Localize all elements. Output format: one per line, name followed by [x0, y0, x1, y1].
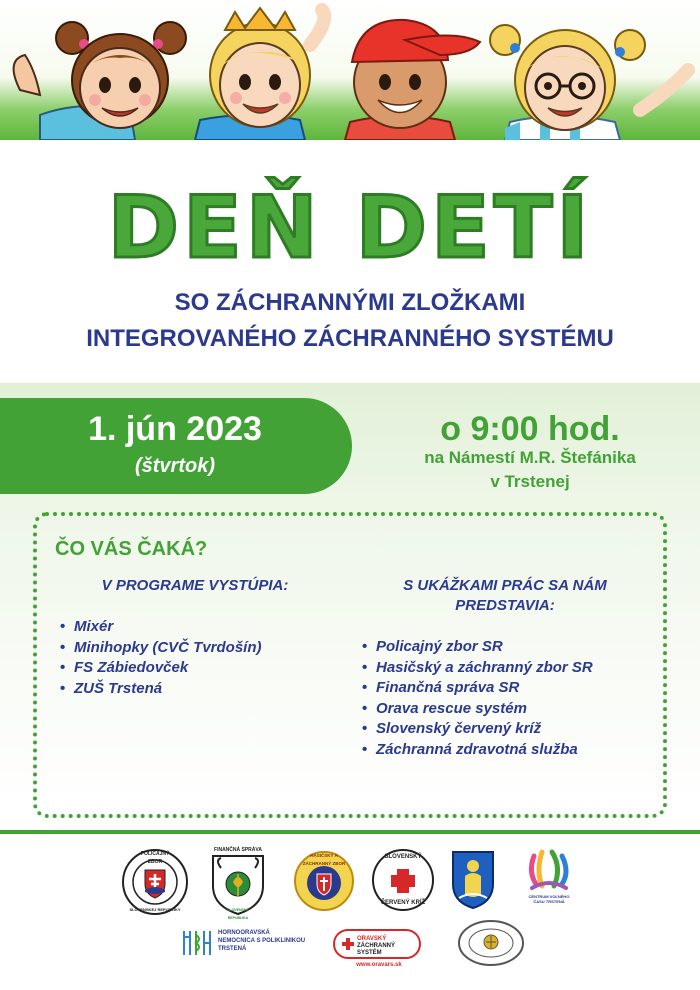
demonstrations-heading: [360, 576, 650, 616]
fire-rescue-logo: [293, 848, 355, 914]
fire-rescue-logo-text: HASIČSKÝ A ZÁCHRANNÝ ZBOR: [302, 853, 346, 866]
kid-boy-red-cap: [345, 20, 480, 140]
list-item: • Policajný zbor SR: [362, 637, 593, 658]
red-cross-logo: [370, 845, 436, 915]
list-item: • Hasičský a záchranný zbor SR: [362, 658, 593, 679]
subtitle-line-1: SO ZÁCHRANNÝMI ZLOŽKAMI: [174, 289, 526, 316]
demonstrations-heading-line-1: S UKÁŽKAMI PRÁC SA NÁM: [403, 577, 607, 594]
performers-heading: V PROGRAME VYSTÚPIA:: [101, 577, 289, 594]
police-logo: [121, 848, 189, 916]
hospital-logo-line-3: TRSTENÁ: [218, 946, 247, 952]
oravars-logo-line-1: ORAVSKÝ: [357, 936, 387, 942]
event-place-line-2: v Trstenej: [490, 472, 570, 491]
list-item: • Záchranná zdravotná služba: [362, 740, 593, 761]
kid-blond-crown: [195, 8, 324, 140]
list-item: • ZUŠ Trstená: [60, 679, 262, 700]
oravars-logo: [333, 929, 421, 968]
hospital-logo: [180, 925, 306, 961]
hospital-logo-text: [218, 929, 308, 953]
subtitle-line-2: INTEGROVANÉHO ZÁCHRANNÉHO SYSTÉMU: [86, 325, 614, 352]
event-time: o 9:00 hod.: [440, 410, 620, 448]
program-heading: ČO VÁS ČAKÁ?: [55, 538, 208, 560]
performers-list: [60, 617, 262, 699]
list-item: • Mixér: [60, 617, 262, 638]
event-date: 1. jún 2023: [88, 410, 262, 448]
kid-girl-glasses: [490, 25, 688, 140]
oravars-logo-text: [357, 936, 421, 957]
hospital-logo-line-2: NEMOCNICA S POLIKLINIKOU: [218, 938, 306, 944]
cvc-logo-text: [520, 894, 578, 904]
cvc-logo-text-line-2: ČASU TRSTENÁ: [533, 899, 565, 904]
finance-logo: [207, 846, 269, 920]
demonstrations-list: [362, 637, 593, 760]
list-item: • FS Zábiedovček: [60, 658, 262, 679]
list-item: • Orava rescue systém: [362, 699, 593, 720]
footer-divider: [0, 830, 700, 834]
cvc-trstena-logo: [524, 848, 574, 904]
kid-girl-pigtails: [14, 22, 186, 140]
police-logo-text: POLICAJNÝ ZBOR: [140, 851, 170, 865]
finance-logo-side-text: SLOVENSKÁ REPUBLIKA: [227, 908, 249, 920]
kids-illustration: [0, 0, 700, 140]
finance-logo-text: FINANČNÁ SPRÁVA: [214, 847, 262, 853]
event-title: DEŇ DETÍ: [107, 178, 593, 278]
police-logo-bottom-text: SLOVENSKEJ REPUBLIKY: [129, 907, 181, 912]
red-cross-logo-bottom-text: ČERVENÝ KRÍŽ: [380, 900, 426, 906]
event-place-line-1: na Námestí M.R. Štefánika: [424, 448, 636, 467]
trstena-coat-of-arms: [451, 850, 495, 910]
cvc-logo-text-line-1: CENTRUM VOĽNÉHO: [528, 894, 570, 899]
red-cross-logo-top-text: SLOVENSKÝ: [384, 854, 422, 860]
oravars-logo-line-2: ZÁCHRANNÝ SYSTÉM: [357, 943, 395, 956]
kids-banner: [0, 0, 700, 140]
list-item: • Finančná správa SR: [362, 678, 593, 699]
demonstrations-heading-line-2: PREDSTAVIA:: [455, 597, 555, 614]
list-item: • Minihopky (CVČ Tvrdošín): [60, 638, 262, 659]
event-weekday: (štvrtok): [134, 455, 215, 477]
oravars-logo-url: www.oravars.sk: [356, 962, 402, 968]
hospital-logo-line-1: HORNOORAVSKÁ: [218, 930, 270, 936]
parish-seal-logo: [457, 918, 525, 968]
list-item: • Slovenský červený kríž: [362, 719, 593, 740]
